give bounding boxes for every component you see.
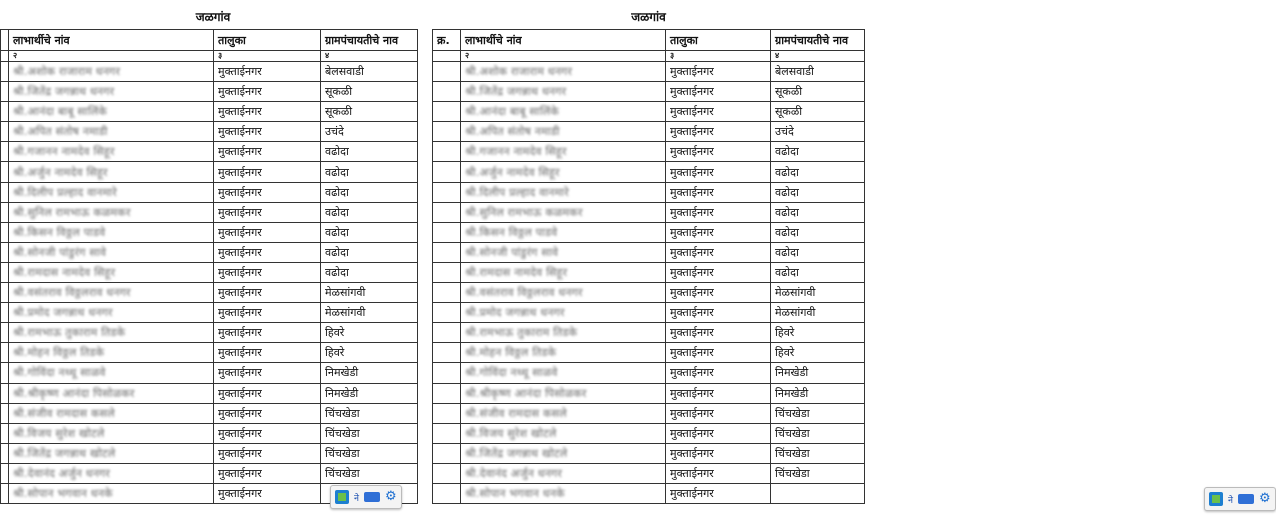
taluka-cell: मुक्ताईनगर — [214, 122, 321, 142]
serial-cell — [1, 182, 9, 202]
beneficiary-name-cell: श्री.प्रमोद जगन्नाथ धनगर — [461, 303, 666, 323]
gram-panchayat-cell: सूकळी — [771, 82, 865, 102]
beneficiary-name-cell: श्री.अशोक राजाराम धनगर — [9, 62, 214, 82]
beneficiary-name-cell: श्री.सुनिल रामभाऊ कळमकर — [461, 202, 666, 222]
serial-cell — [433, 82, 461, 102]
gram-panchayat-cell: वढोदा — [321, 142, 418, 162]
beneficiary-name-cell: श्री.किसन विठ्ठल पाडवे — [461, 222, 666, 242]
ime-toolbar[interactable] — [330, 485, 402, 509]
table-row — [433, 403, 865, 423]
gram-panchayat-cell: चिंचखेडा — [771, 423, 865, 443]
taluka-cell: मुक्ताईनगर — [214, 463, 321, 483]
serial-cell — [1, 423, 9, 443]
col-number: २ — [461, 51, 666, 62]
beneficiary-name-cell: श्री.दिलीप प्रल्हाद वानमारे — [461, 182, 666, 202]
gram-panchayat-cell: वढोदा — [321, 202, 418, 222]
gram-panchayat-cell: वढोदा — [771, 262, 865, 282]
table-row — [1, 82, 418, 102]
taluka-cell: मुक्ताईनगर — [214, 383, 321, 403]
serial-cell — [433, 142, 461, 162]
table-row — [1, 343, 418, 363]
serial-cell — [433, 423, 461, 443]
col-number — [433, 51, 461, 62]
taluka-cell: मुक्ताईनगर — [214, 202, 321, 222]
beneficiary-name-cell: श्री.अशोक राजाराम धनगर — [461, 62, 666, 82]
taluka-cell: मुक्ताईनगर — [666, 283, 771, 303]
taluka-header: तालुका — [214, 30, 321, 51]
taluka-cell: मुक्ताईनगर — [214, 222, 321, 242]
taluka-cell: मुक्ताईनगर — [666, 363, 771, 383]
beneficiary-name-cell: श्री.जितेंद्र जगन्नाथ खोटले — [9, 443, 214, 463]
table-row — [1, 102, 418, 122]
taluka-cell: मुक्ताईनगर — [214, 182, 321, 202]
serial-cell — [1, 343, 9, 363]
gram-panchayat-cell: सूकळी — [321, 82, 418, 102]
taluka-cell: मुक्ताईनगर — [666, 222, 771, 242]
beneficiary-name-cell: श्री.रामभाऊ तुकाराम तिडके — [461, 323, 666, 343]
beneficiary-table — [0, 29, 418, 504]
table-row — [1, 463, 418, 483]
right-page — [432, 0, 1271, 520]
taluka-cell: मुक्ताईनगर — [666, 162, 771, 182]
serial-cell — [433, 202, 461, 222]
table-row — [1, 62, 418, 82]
taluka-cell: मुक्ताईनगर — [666, 242, 771, 262]
table-row — [433, 262, 865, 282]
serial-cell — [1, 463, 9, 483]
gram-panchayat-cell: उचंदे — [321, 122, 418, 142]
serial-cell — [433, 303, 461, 323]
ime-language-label[interactable]: ने — [1228, 495, 1233, 506]
taluka-cell: मुक्ताईनगर — [214, 323, 321, 343]
table-row — [433, 242, 865, 262]
serial-cell — [433, 323, 461, 343]
taluka-cell: मुक्ताईनगर — [666, 403, 771, 423]
gram-panchayat-cell: वढोदा — [771, 142, 865, 162]
table-row — [1, 303, 418, 323]
table-row — [1, 283, 418, 303]
serial-header — [1, 30, 9, 51]
gram-panchayat-cell: हिवरे — [321, 323, 418, 343]
gram-panchayat-cell: चिंचखेडा — [321, 403, 418, 423]
serial-cell — [1, 142, 9, 162]
beneficiary-name-cell: श्री.रामदास नामदेव सिहूर — [9, 262, 214, 282]
gram-panchayat-cell — [771, 483, 865, 503]
serial-cell — [433, 463, 461, 483]
gram-panchayat-cell: हिवरे — [321, 343, 418, 363]
table-row — [433, 363, 865, 383]
gram-panchayat-header: ग्रामपंचायतीचे नाव — [771, 30, 865, 51]
taluka-cell: मुक्ताईनगर — [666, 423, 771, 443]
taluka-cell: मुक्ताईनगर — [666, 102, 771, 122]
serial-cell — [433, 162, 461, 182]
beneficiary-name-cell: श्री.गजानन नामदेव सिहूर — [9, 142, 214, 162]
serial-cell — [433, 343, 461, 363]
serial-cell — [1, 82, 9, 102]
gram-panchayat-cell: वढोदा — [321, 182, 418, 202]
beneficiary-name-cell: श्री.प्रमोद जगन्नाथ धनगर — [9, 303, 214, 323]
taluka-cell: मुक्ताईनगर — [214, 363, 321, 383]
name-header: लाभार्थीचे नांव — [461, 30, 666, 51]
gram-panchayat-cell: चिंचखेडा — [771, 403, 865, 423]
serial-cell — [1, 403, 9, 423]
gram-panchayat-cell: निमखेडी — [771, 383, 865, 403]
taluka-cell: मुक्ताईनगर — [214, 262, 321, 282]
taluka-cell: मुक्ताईनगर — [666, 142, 771, 162]
keyboard-icon[interactable] — [1238, 494, 1254, 504]
gram-panchayat-cell: चिंचखेडा — [321, 423, 418, 443]
beneficiary-name-cell: श्री.गोविंदा नथ्थू साळवे — [9, 363, 214, 383]
serial-cell — [433, 283, 461, 303]
table-row — [1, 323, 418, 343]
serial-cell — [433, 242, 461, 262]
serial-cell — [1, 443, 9, 463]
gram-panchayat-cell: निमखेडी — [771, 363, 865, 383]
gram-panchayat-cell: सूकळी — [771, 102, 865, 122]
table-row — [433, 423, 865, 443]
app-icon[interactable] — [1209, 492, 1223, 506]
table-row — [1, 242, 418, 262]
table-row — [433, 343, 865, 363]
gram-panchayat-cell: वढोदा — [321, 262, 418, 282]
beneficiary-name-cell: श्री.वसंतराव विठ्ठलराव धनगर — [9, 283, 214, 303]
serial-cell — [1, 303, 9, 323]
gram-panchayat-cell: वढोदा — [321, 162, 418, 182]
gram-panchayat-cell: वढोदा — [771, 162, 865, 182]
beneficiary-name-cell: श्री.वसंतराव विठ्ठलराव धनगर — [461, 283, 666, 303]
serial-header: क्र. — [433, 30, 461, 51]
col-number: ४ — [771, 51, 865, 62]
col-number: ४ — [321, 51, 418, 62]
serial-cell — [1, 363, 9, 383]
taluka-cell: मुक्ताईनगर — [214, 82, 321, 102]
beneficiary-table — [432, 29, 865, 504]
beneficiary-name-cell: श्री.गजानन नामदेव सिहूर — [461, 142, 666, 162]
serial-cell — [433, 262, 461, 282]
table-row — [1, 122, 418, 142]
gram-panchayat-cell: उचंदे — [771, 122, 865, 142]
gram-panchayat-cell: वढोदा — [321, 222, 418, 242]
taluka-cell: मुक्ताईनगर — [214, 242, 321, 262]
beneficiary-name-cell: श्री.अपित संतोष नमाडी — [9, 122, 214, 142]
taluka-cell: मुक्ताईनगर — [666, 343, 771, 363]
table-row — [433, 323, 865, 343]
beneficiary-name-cell: श्री.आनंदा बाबू सालिंके — [461, 102, 666, 122]
serial-cell — [433, 62, 461, 82]
table-row — [1, 142, 418, 162]
serial-cell — [433, 182, 461, 202]
taluka-cell: मुक्ताईनगर — [666, 323, 771, 343]
table-row — [433, 182, 865, 202]
taluka-cell: मुक्ताईनगर — [666, 262, 771, 282]
gram-panchayat-cell: निमखेडी — [321, 363, 418, 383]
table-row — [1, 403, 418, 423]
taluka-cell: मुक्ताईनगर — [666, 443, 771, 463]
beneficiary-name-cell: श्री.अर्जुन नामदेव सिहूर — [9, 162, 214, 182]
beneficiary-name-cell: श्री.आनंदा बाबू सालिंके — [9, 102, 214, 122]
beneficiary-name-cell: श्री.किसन विठ्ठल पाडवे — [9, 222, 214, 242]
serial-cell — [1, 102, 9, 122]
serial-cell — [1, 222, 9, 242]
beneficiary-name-cell: श्री.अर्जुन नामदेव सिहूर — [461, 162, 666, 182]
taluka-cell: मुक्ताईनगर — [666, 483, 771, 503]
table-row — [433, 383, 865, 403]
taluka-cell: मुक्ताईनगर — [214, 483, 321, 503]
district-title: जळगांव — [631, 10, 666, 24]
ime-language-label[interactable]: ने — [354, 493, 359, 504]
taluka-cell: मुक्ताईनगर — [214, 343, 321, 363]
table-row — [433, 102, 865, 122]
beneficiary-name-cell: श्री.गोविंदा नथ्थू साळवे — [461, 363, 666, 383]
taluka-cell: मुक्ताईनगर — [214, 303, 321, 323]
serial-cell — [1, 202, 9, 222]
table-row — [433, 202, 865, 222]
table-row — [1, 423, 418, 443]
taluka-cell: मुक्ताईनगर — [214, 62, 321, 82]
gram-panchayat-cell: चिंचखेडा — [321, 443, 418, 463]
taluka-cell: मुक्ताईनगर — [214, 283, 321, 303]
gram-panchayat-cell: चिंचखेडा — [321, 463, 418, 483]
serial-cell — [1, 262, 9, 282]
taluka-cell: मुक्ताईनगर — [666, 202, 771, 222]
beneficiary-name-cell: श्री.जितेंद्र जगन्नाथ धनगर — [9, 82, 214, 102]
taluka-cell: मुक्ताईनगर — [214, 162, 321, 182]
table-row — [1, 182, 418, 202]
serial-cell — [1, 62, 9, 82]
settings-gear-icon[interactable]: ⚙ — [385, 489, 397, 504]
beneficiary-name-cell: श्री.विजय सुरेश खोटले — [9, 423, 214, 443]
app-icon[interactable] — [335, 490, 349, 504]
col-number — [1, 51, 9, 62]
table-row — [1, 202, 418, 222]
taluka-cell: मुक्ताईनगर — [666, 62, 771, 82]
serial-cell — [433, 102, 461, 122]
table-row — [433, 82, 865, 102]
beneficiary-name-cell: श्री.सोपान भगवान धनके — [9, 483, 214, 503]
beneficiary-name-cell: श्री.रामदास नामदेव सिहूर — [461, 262, 666, 282]
taluka-cell: मुक्ताईनगर — [666, 463, 771, 483]
taluka-cell: मुक्ताईनगर — [666, 182, 771, 202]
taluka-cell: मुक्ताईनगर — [666, 383, 771, 403]
table-body — [1, 62, 418, 504]
name-header: लाभार्थीचे नांव — [9, 30, 214, 51]
ime-toolbar[interactable] — [1204, 487, 1276, 511]
col-number: २ — [9, 51, 214, 62]
gram-panchayat-cell: वढोदा — [771, 242, 865, 262]
serial-cell — [1, 383, 9, 403]
table-row — [433, 463, 865, 483]
beneficiary-name-cell: श्री.अपित संतोष नमाडी — [461, 122, 666, 142]
beneficiary-name-cell: श्री.श्रीकृष्ण आनंदा पिसोळकर — [461, 383, 666, 403]
serial-cell — [433, 483, 461, 503]
beneficiary-name-cell: श्री.दिलीप प्रल्हाद वानमारे — [9, 182, 214, 202]
gram-panchayat-cell: मेळसांगवी — [321, 303, 418, 323]
serial-cell — [1, 162, 9, 182]
table-body — [433, 62, 865, 504]
gram-panchayat-cell: बेलसवाडी — [321, 62, 418, 82]
col-number: ३ — [666, 51, 771, 62]
table-row — [433, 283, 865, 303]
table-row — [433, 162, 865, 182]
gram-panchayat-cell: सूकळी — [321, 102, 418, 122]
taluka-header: तालुका — [666, 30, 771, 51]
table-row — [1, 443, 418, 463]
table-row — [433, 62, 865, 82]
table-row — [433, 483, 865, 503]
beneficiary-name-cell: श्री.जितेंद्र जगन्नाथ खोटले — [461, 443, 666, 463]
beneficiary-name-cell: श्री.देवानंद अर्जुन धनगर — [461, 463, 666, 483]
keyboard-icon[interactable] — [364, 492, 380, 502]
taluka-cell: मुक्ताईनगर — [666, 303, 771, 323]
table-row — [433, 303, 865, 323]
gram-panchayat-cell: चिंचखेडा — [771, 463, 865, 483]
table-row — [433, 142, 865, 162]
gram-panchayat-cell: निमखेडी — [321, 383, 418, 403]
table-row — [1, 262, 418, 282]
beneficiary-name-cell: श्री.मोहन विठ्ठल तिडके — [9, 343, 214, 363]
serial-cell — [1, 323, 9, 343]
beneficiary-name-cell: श्री.संजीव रामदास कसले — [9, 403, 214, 423]
gram-panchayat-cell: बेलसवाडी — [771, 62, 865, 82]
table-row — [433, 122, 865, 142]
table-row — [1, 363, 418, 383]
gram-panchayat-cell: मेळसांगवी — [771, 283, 865, 303]
gram-panchayat-cell: वढोदा — [771, 182, 865, 202]
beneficiary-name-cell: श्री.जितेंद्र जगन्नाथ धनगर — [461, 82, 666, 102]
left-page — [0, 0, 418, 520]
beneficiary-name-cell: श्री.विजय सुरेश खोटले — [461, 423, 666, 443]
beneficiary-name-cell: श्री.मोहन विठ्ठल तिडके — [461, 343, 666, 363]
gram-panchayat-cell: वढोदा — [771, 202, 865, 222]
gram-panchayat-cell: वढोदा — [771, 222, 865, 242]
taluka-cell: मुक्ताईनगर — [666, 82, 771, 102]
serial-cell — [433, 122, 461, 142]
district-title: जळगांव — [195, 10, 231, 24]
gram-panchayat-cell: हिवरे — [771, 343, 865, 363]
serial-cell — [433, 443, 461, 463]
beneficiary-name-cell: श्री.श्रीकृष्ण आनंदा पिसोळकर — [9, 383, 214, 403]
beneficiary-name-cell: श्री.सोनजी पांडुरंग सावे — [461, 242, 666, 262]
gram-panchayat-cell: वढोदा — [321, 242, 418, 262]
taluka-cell: मुक्ताईनगर — [214, 423, 321, 443]
gram-panchayat-header: ग्रामपंचायतीचे नाव — [321, 30, 418, 51]
taluka-cell: मुक्ताईनगर — [214, 142, 321, 162]
serial-cell — [433, 383, 461, 403]
table-row — [1, 383, 418, 403]
serial-cell — [1, 283, 9, 303]
gram-panchayat-cell: चिंचखेडा — [771, 443, 865, 463]
serial-cell — [433, 363, 461, 383]
table-row — [1, 222, 418, 242]
gram-panchayat-cell: हिवरे — [771, 323, 865, 343]
beneficiary-name-cell: श्री.सुनिल रामभाऊ कळमकर — [9, 202, 214, 222]
table-row — [433, 443, 865, 463]
serial-cell — [1, 483, 9, 503]
table-row — [1, 162, 418, 182]
serial-cell — [1, 122, 9, 142]
beneficiary-name-cell: श्री.संजीव रामदास कसले — [461, 403, 666, 423]
beneficiary-name-cell: श्री.सोनजी पांडुरंग सावे — [9, 242, 214, 262]
beneficiary-name-cell: श्री.रामभाऊ तुकाराम तिडके — [9, 323, 214, 343]
table-row — [433, 222, 865, 242]
settings-gear-icon[interactable]: ⚙ — [1259, 491, 1271, 506]
serial-cell — [433, 403, 461, 423]
serial-cell — [433, 222, 461, 242]
taluka-cell: मुक्ताईनगर — [214, 102, 321, 122]
gram-panchayat-cell: मेळसांगवी — [771, 303, 865, 323]
taluka-cell: मुक्ताईनगर — [214, 443, 321, 463]
beneficiary-name-cell: श्री.सोपान भगवान धनके — [461, 483, 666, 503]
col-number: ३ — [214, 51, 321, 62]
gram-panchayat-cell: मेळसांगवी — [321, 283, 418, 303]
taluka-cell: मुक्ताईनगर — [666, 122, 771, 142]
taluka-cell: मुक्ताईनगर — [214, 403, 321, 423]
beneficiary-name-cell: श्री.देवानंद अर्जुन धनगर — [9, 463, 214, 483]
serial-cell — [1, 242, 9, 262]
